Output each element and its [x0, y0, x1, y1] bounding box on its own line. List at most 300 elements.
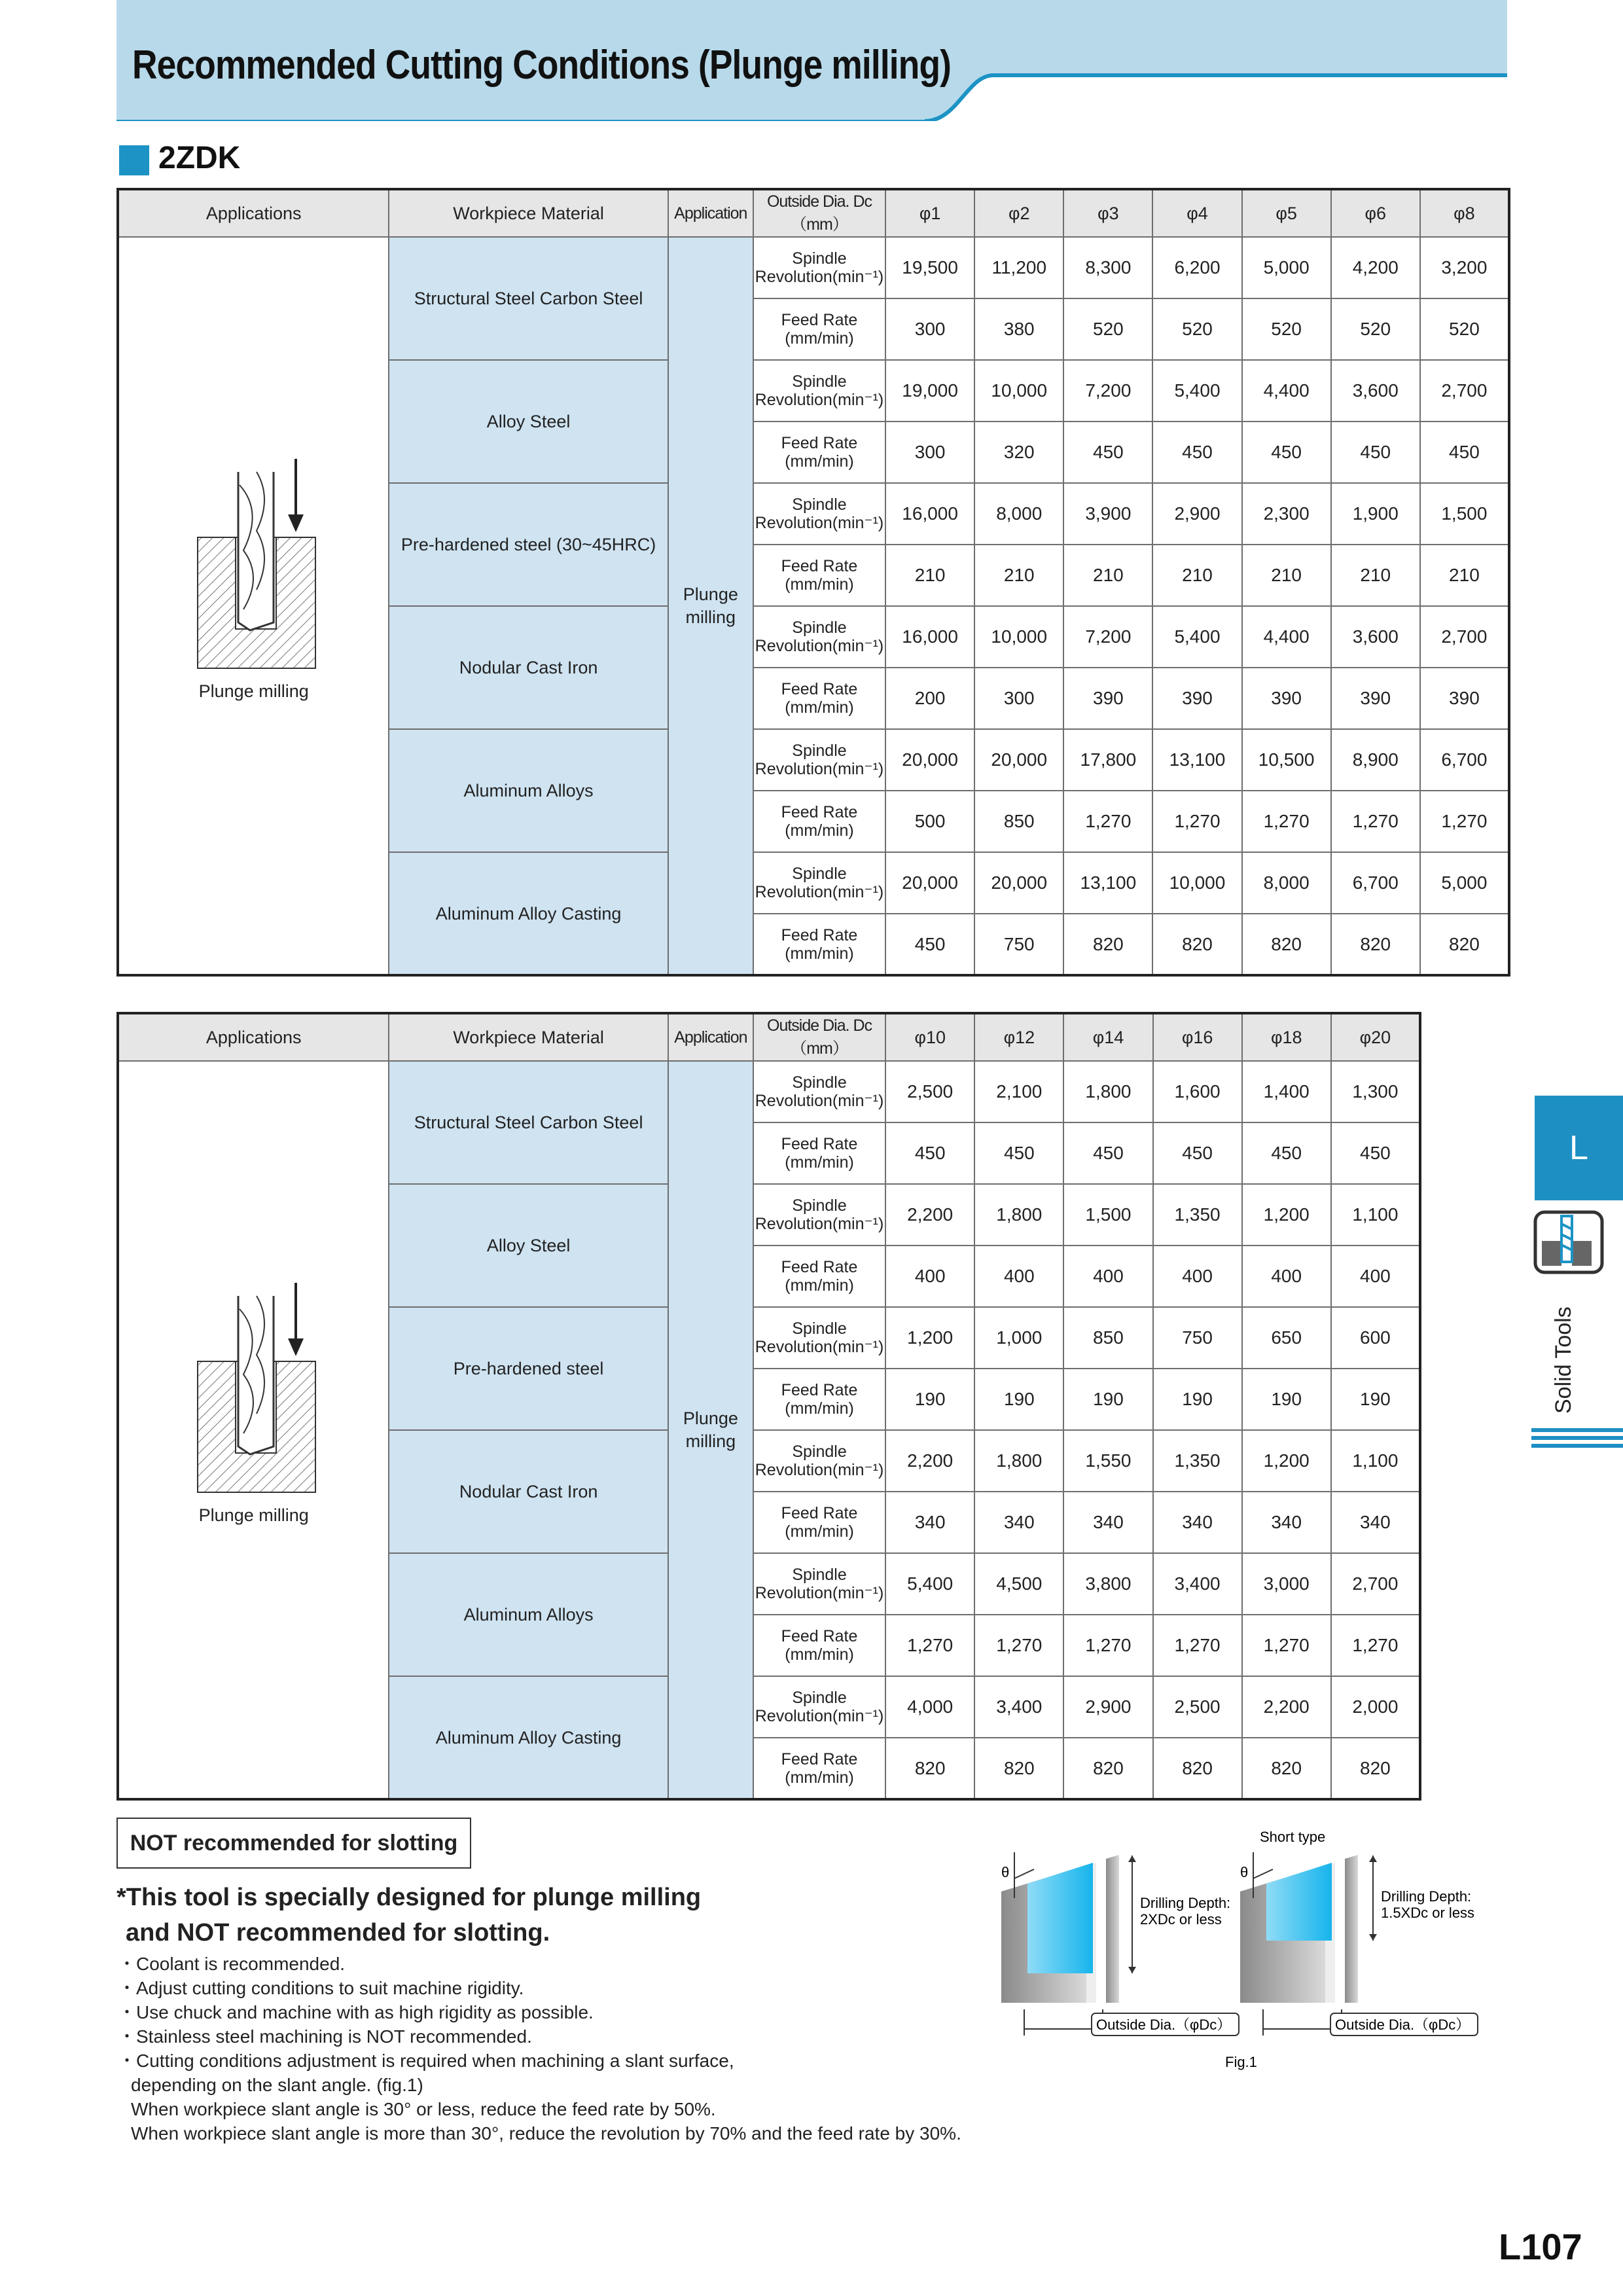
feed-value: 340	[1331, 1492, 1420, 1553]
spindle-value: 17,800	[1063, 729, 1152, 791]
label-line: Feed Rate	[781, 434, 858, 452]
spindle-value: 2,100	[974, 1061, 1063, 1122]
label-line: Revolution(min⁻¹)	[755, 391, 884, 409]
feed-value: 820	[1242, 1738, 1331, 1799]
page-title: Recommended Cutting Conditions (Plunge milling)	[132, 43, 952, 88]
header-dia-value: φ16	[1153, 1013, 1242, 1061]
label-line: Spindle	[792, 1196, 847, 1215]
spindle-label	[753, 1061, 885, 1122]
spindle-value: 8,000	[974, 483, 1063, 545]
feed-value: 390	[1152, 668, 1241, 729]
feed-value: 390	[1420, 668, 1509, 729]
feed-value: 1,270	[1331, 791, 1420, 852]
spindle-value: 4,400	[1242, 606, 1331, 668]
feed-label	[753, 668, 885, 729]
feed-value: 1,270	[1063, 1615, 1152, 1676]
label-line: Revolution(min⁻¹)	[755, 883, 884, 901]
figure-block-short	[1240, 1829, 1478, 2036]
label-line: (mm/min)	[785, 329, 854, 348]
header-dia-value: φ1	[885, 189, 974, 237]
feed-label	[753, 1738, 885, 1799]
spindle-value: 7,200	[1063, 360, 1152, 422]
feed-value: 1,270	[1420, 791, 1509, 852]
feed-value: 1,270	[885, 1615, 974, 1676]
spindle-value: 8,300	[1063, 237, 1152, 298]
spindle-value: 20,000	[885, 852, 974, 914]
feed-value: 820	[1331, 1738, 1420, 1799]
header-dia-value: φ18	[1242, 1013, 1331, 1061]
feed-value: 210	[974, 545, 1063, 606]
feed-value: 210	[1152, 545, 1241, 606]
feed-value: 300	[974, 668, 1063, 729]
feed-value: 820	[1331, 914, 1420, 975]
spindle-value: 6,200	[1152, 237, 1241, 298]
label-line: (mm/min)	[785, 698, 854, 717]
label-line: Spindle	[792, 1443, 847, 1461]
spindle-value: 8,000	[1242, 852, 1331, 914]
page-number: L107	[1499, 2226, 1582, 2267]
feed-value: 300	[885, 422, 974, 483]
spindle-label	[753, 1553, 885, 1615]
spindle-value: 1,500	[1063, 1184, 1152, 1246]
feed-value: 210	[1242, 545, 1331, 606]
spindle-value: 2,000	[1331, 1676, 1420, 1738]
label-line: Feed Rate	[781, 1258, 858, 1276]
spindle-value: 2,700	[1420, 606, 1509, 668]
spindle-value: 10,000	[974, 360, 1063, 422]
feed-label	[753, 914, 885, 975]
spindle-value: 650	[1242, 1307, 1331, 1369]
workpiece-material: Aluminum Alloy Casting	[389, 1676, 668, 1799]
spindle-value: 6,700	[1420, 729, 1509, 791]
spindle-label	[753, 483, 885, 545]
feed-value: 190	[1063, 1369, 1152, 1430]
solid-tool-icon	[1533, 1210, 1605, 1275]
feed-value: 450	[1152, 422, 1241, 483]
feed-value: 820	[1153, 1738, 1242, 1799]
spindle-value: 3,600	[1331, 360, 1420, 422]
section-tab-stripes	[1531, 1427, 1623, 1453]
feed-value: 400	[1331, 1246, 1420, 1307]
feed-label	[753, 791, 885, 852]
feed-value: 190	[974, 1369, 1063, 1430]
spindle-value: 1,100	[1331, 1430, 1420, 1492]
spindle-value: 2,500	[1153, 1676, 1242, 1738]
note-item: ・Stainless steel machining is NOT recommended.	[118, 2026, 532, 2047]
label-line: Spindle	[792, 1689, 847, 1707]
header-dia-value: φ10	[885, 1013, 974, 1061]
spindle-value: 2,700	[1331, 1553, 1420, 1615]
feed-value: 520	[1063, 298, 1152, 360]
spindle-value: 1,200	[1242, 1184, 1331, 1246]
outside-dia-label-long: Outside Dia.（φDc）	[1096, 2017, 1232, 2033]
feed-value: 1,270	[1063, 791, 1152, 852]
spindle-label	[753, 1307, 885, 1369]
feed-value: 190	[885, 1369, 974, 1430]
spindle-value: 2,900	[1152, 483, 1241, 545]
plunge-milling-icon	[191, 459, 322, 675]
header-applications: Applications	[118, 1013, 389, 1061]
label-line: (mm/min)	[785, 1768, 854, 1787]
spindle-value: 3,900	[1063, 483, 1152, 545]
spindle-value: 10,500	[1242, 729, 1331, 791]
header-dia-value: φ12	[974, 1013, 1063, 1061]
header-dia: Outside Dia. Dc（mm）	[753, 189, 885, 237]
spindle-value: 2,200	[885, 1184, 974, 1246]
feed-label	[753, 545, 885, 606]
cutting-table-large	[116, 1012, 1421, 1801]
figure-block-long	[1001, 1852, 1239, 2036]
spindle-label	[753, 237, 885, 298]
note-item: ・Coolant is recommended.	[118, 1954, 346, 1974]
spindle-row	[118, 237, 1509, 298]
feed-value: 1,270	[1153, 1615, 1242, 1676]
application-type: Plunge milling	[668, 1061, 753, 1799]
spindle-value: 20,000	[974, 729, 1063, 791]
spindle-value: 4,200	[1331, 237, 1420, 298]
spindle-value: 13,100	[1063, 852, 1152, 914]
feed-label	[753, 1122, 885, 1184]
feed-value: 500	[885, 791, 974, 852]
feed-value: 340	[1242, 1492, 1331, 1553]
feed-value: 190	[1153, 1369, 1242, 1430]
spindle-value: 850	[1063, 1307, 1152, 1369]
spindle-label	[753, 1676, 885, 1738]
feed-value: 820	[974, 1738, 1063, 1799]
spindle-value: 1,100	[1331, 1184, 1420, 1246]
label-line: Spindle	[792, 1566, 847, 1584]
workpiece-material: Aluminum Alloy Casting	[389, 852, 668, 975]
header-dia-value: φ2	[974, 189, 1063, 237]
header-applications: Applications	[118, 189, 389, 237]
spindle-value: 5,000	[1242, 237, 1331, 298]
spindle-value: 2,700	[1420, 360, 1509, 422]
spindle-label	[753, 360, 885, 422]
spindle-value: 1,350	[1153, 1430, 1242, 1492]
label-line: Spindle	[792, 372, 847, 391]
workpiece-material: Structural Steel Carbon Steel	[389, 237, 668, 360]
feed-label	[753, 422, 885, 483]
label-line: Feed Rate	[781, 1381, 858, 1399]
spindle-value: 7,200	[1063, 606, 1152, 668]
feed-value: 390	[1242, 668, 1331, 729]
workpiece-material: Alloy Steel	[389, 360, 668, 483]
label-line: Feed Rate	[781, 557, 858, 575]
slant-surface-figure	[995, 1826, 1479, 2081]
feed-value: 450	[1063, 422, 1152, 483]
feed-value: 820	[1063, 1738, 1152, 1799]
workpiece-material: Nodular Cast Iron	[389, 1430, 668, 1553]
spindle-value: 3,800	[1063, 1553, 1152, 1615]
feed-value: 190	[1331, 1369, 1420, 1430]
spindle-value: 1,500	[1420, 483, 1509, 545]
label-line: (mm/min)	[785, 452, 854, 471]
spindle-value: 4,400	[1242, 360, 1331, 422]
spindle-value: 16,000	[885, 483, 974, 545]
spindle-value: 1,800	[974, 1184, 1063, 1246]
spindle-value: 3,400	[974, 1676, 1063, 1738]
label-line: (mm/min)	[785, 1645, 854, 1664]
feed-value: 820	[1242, 914, 1331, 975]
depth-value-long: 2XDc or less	[1140, 1911, 1222, 1928]
spindle-value: 4,000	[885, 1676, 974, 1738]
spindle-value: 3,200	[1420, 237, 1509, 298]
feed-value: 1,270	[1242, 1615, 1331, 1676]
feed-value: 450	[1331, 1122, 1420, 1184]
feed-value: 210	[885, 545, 974, 606]
feed-value: 190	[1242, 1369, 1331, 1430]
applications-caption: Plunge milling	[198, 681, 309, 701]
label-line: Feed Rate	[781, 311, 858, 329]
model-name: 2ZDK	[158, 141, 241, 175]
header-dia-value: φ6	[1331, 189, 1420, 237]
feed-value: 520	[1242, 298, 1331, 360]
label-line: Feed Rate	[781, 925, 858, 944]
feed-value: 450	[1242, 1122, 1331, 1184]
spindle-label	[753, 729, 885, 791]
label-line: Feed Rate	[781, 1749, 858, 1768]
notice-line-1: *This tool is specially designed for plunge milling	[116, 1884, 702, 1911]
header-material: Workpiece Material	[389, 1013, 668, 1061]
cutting-table-small	[116, 188, 1510, 977]
feed-label	[753, 1246, 885, 1307]
spindle-value: 16,000	[885, 606, 974, 668]
plunge-milling-icon	[191, 1283, 322, 1499]
theta-label: θ	[1240, 1864, 1249, 1880]
spindle-value: 3,000	[1242, 1553, 1331, 1615]
feed-value: 750	[974, 914, 1063, 975]
label-line: (mm/min)	[785, 821, 854, 840]
spindle-value: 5,000	[1420, 852, 1509, 914]
label-line: Spindle	[792, 619, 847, 637]
spindle-value: 1,350	[1153, 1184, 1242, 1246]
spindle-value: 4,500	[974, 1553, 1063, 1615]
feed-value: 210	[1331, 545, 1420, 606]
label-line: Revolution(min⁻¹)	[755, 268, 884, 286]
spindle-value: 19,500	[885, 237, 974, 298]
label-line: Revolution(min⁻¹)	[755, 1584, 884, 1602]
workpiece-material: Structural Steel Carbon Steel	[389, 1061, 668, 1184]
label-line: Revolution(min⁻¹)	[755, 1461, 884, 1479]
feed-value: 520	[1331, 298, 1420, 360]
header-application: Application	[668, 189, 753, 237]
feed-value: 820	[1420, 914, 1509, 975]
applications-caption: Plunge milling	[198, 1505, 309, 1525]
label-line: Spindle	[792, 1073, 847, 1092]
spindle-value: 3,400	[1153, 1553, 1242, 1615]
spindle-value: 19,000	[885, 360, 974, 422]
label-line: Revolution(min⁻¹)	[755, 1215, 884, 1233]
spindle-value: 1,800	[1063, 1061, 1152, 1122]
model-marker	[119, 145, 149, 175]
label-line: Spindle	[792, 865, 847, 883]
feed-value: 340	[885, 1492, 974, 1553]
note-item: ・Adjust cutting conditions to suit machine rigidity.	[118, 1978, 524, 1998]
feed-value: 850	[974, 791, 1063, 852]
label-line: Spindle	[792, 1319, 847, 1338]
feed-value: 820	[885, 1738, 974, 1799]
feed-value: 1,270	[1242, 791, 1331, 852]
spindle-value: 1,600	[1153, 1061, 1242, 1122]
table-header-row	[118, 1013, 1420, 1061]
applications-figure-cell	[118, 237, 389, 975]
label-line: Feed Rate	[781, 1135, 858, 1153]
feed-label	[753, 1369, 885, 1430]
header-dia-value: φ14	[1063, 1013, 1152, 1061]
spindle-value: 2,200	[885, 1430, 974, 1492]
label-line: (mm/min)	[785, 1399, 854, 1418]
feed-value: 300	[885, 298, 974, 360]
spindle-value: 20,000	[974, 852, 1063, 914]
feed-value: 1,270	[974, 1615, 1063, 1676]
application-type: Plunge milling	[668, 237, 753, 975]
label-line: (mm/min)	[785, 1153, 854, 1172]
note-item: When workpiece slant angle is more than 30°, reduce the revolution by 70% and the feed rate by 30%.	[131, 2123, 961, 2144]
not-recommended-box: NOT recommended for slotting	[116, 1818, 471, 1869]
header-application: Application	[668, 1013, 753, 1061]
notice-line-2: and NOT recommended for slotting.	[126, 1919, 550, 1946]
workpiece-material: Pre-hardened steel (30~45HRC)	[389, 483, 668, 606]
header-dia-value: φ20	[1331, 1013, 1420, 1061]
applications-figure-cell	[118, 1061, 389, 1799]
feed-value: 200	[885, 668, 974, 729]
feed-value: 820	[1063, 914, 1152, 975]
spindle-label	[753, 606, 885, 668]
feed-value: 520	[1420, 298, 1509, 360]
spindle-row	[118, 1061, 1420, 1122]
label-line: Feed Rate	[781, 803, 858, 821]
header-dia: Outside Dia. Dc（mm）	[753, 1013, 885, 1061]
label-line: Revolution(min⁻¹)	[755, 637, 884, 655]
depth-label-short: Drilling Depth:	[1381, 1888, 1472, 1905]
spindle-value: 1,900	[1331, 483, 1420, 545]
feed-value: 400	[1153, 1246, 1242, 1307]
figure-caption: Fig.1	[1225, 2054, 1257, 2070]
label-line: (mm/min)	[785, 1276, 854, 1295]
feed-value: 1,270	[1331, 1615, 1420, 1676]
table-header-row	[118, 189, 1509, 237]
note-item: depending on the slant angle. (fig.1)	[131, 2075, 423, 2095]
label-line: Feed Rate	[781, 680, 858, 698]
label-line: Revolution(min⁻¹)	[755, 760, 884, 778]
label-line: Revolution(min⁻¹)	[755, 1092, 884, 1110]
spindle-value: 2,300	[1242, 483, 1331, 545]
feed-value: 450	[1420, 422, 1509, 483]
feed-value: 380	[974, 298, 1063, 360]
feed-value: 1,270	[1152, 791, 1241, 852]
label-line: (mm/min)	[785, 575, 854, 594]
feed-value: 340	[974, 1492, 1063, 1553]
spindle-value: 10,000	[1152, 852, 1241, 914]
spindle-value: 1,200	[1242, 1430, 1331, 1492]
spindle-value: 2,900	[1063, 1676, 1152, 1738]
label-line: Spindle	[792, 742, 847, 760]
feed-value: 340	[1063, 1492, 1152, 1553]
spindle-value: 1,400	[1242, 1061, 1331, 1122]
outside-dia-label-short: Outside Dia.（φDc）	[1335, 2017, 1471, 2033]
feed-value: 400	[1063, 1246, 1152, 1307]
label-line: (mm/min)	[785, 944, 854, 963]
note-item: ・Cutting conditions adjustment is required when machining a slant surface,	[118, 2051, 734, 2071]
feed-value: 210	[1063, 545, 1152, 606]
workpiece-material: Aluminum Alloys	[389, 1553, 668, 1676]
feed-value: 520	[1152, 298, 1241, 360]
header-dia-value: φ3	[1063, 189, 1152, 237]
section-tab-label: Solid Tools	[1551, 1306, 1576, 1414]
spindle-label	[753, 852, 885, 914]
spindle-value: 1,800	[974, 1430, 1063, 1492]
spindle-value: 5,400	[885, 1553, 974, 1615]
feed-value: 450	[1063, 1122, 1152, 1184]
section-tab-l[interactable]: L	[1535, 1096, 1623, 1200]
feed-value: 390	[1063, 668, 1152, 729]
label-line: Feed Rate	[781, 1627, 858, 1645]
spindle-value: 600	[1331, 1307, 1420, 1369]
workpiece-material: Aluminum Alloys	[389, 729, 668, 852]
spindle-value: 3,600	[1331, 606, 1420, 668]
feed-value: 820	[1152, 914, 1241, 975]
spindle-label	[753, 1184, 885, 1246]
spindle-value: 2,500	[885, 1061, 974, 1122]
header-dia-value: φ5	[1242, 189, 1331, 237]
feed-label	[753, 1615, 885, 1676]
label-line: Feed Rate	[781, 1504, 858, 1522]
spindle-value: 2,200	[1242, 1676, 1331, 1738]
note-item: ・Use chuck and machine with as high rigidity as possible.	[118, 2002, 594, 2022]
feed-value: 400	[885, 1246, 974, 1307]
feed-value: 450	[1331, 422, 1420, 483]
spindle-value: 1,550	[1063, 1430, 1152, 1492]
feed-value: 320	[974, 422, 1063, 483]
spindle-value: 5,400	[1152, 360, 1241, 422]
header-material: Workpiece Material	[389, 189, 668, 237]
feed-value: 390	[1331, 668, 1420, 729]
spindle-value: 8,900	[1331, 729, 1420, 791]
feed-label	[753, 298, 885, 360]
spindle-value: 750	[1153, 1307, 1242, 1369]
label-line: (mm/min)	[785, 1522, 854, 1541]
label-line: Spindle	[792, 249, 847, 268]
feed-value: 400	[1242, 1246, 1331, 1307]
header-dia-value: φ4	[1152, 189, 1241, 237]
spindle-value: 20,000	[885, 729, 974, 791]
label-line: Revolution(min⁻¹)	[755, 514, 884, 532]
depth-value-short: 1.5XDc or less	[1381, 1905, 1475, 1921]
workpiece-material: Alloy Steel	[389, 1184, 668, 1307]
spindle-value: 11,200	[974, 237, 1063, 298]
spindle-value: 10,000	[974, 606, 1063, 668]
note-item: When workpiece slant angle is 30° or less, reduce the feed rate by 50%.	[131, 2099, 716, 2119]
spindle-value: 13,100	[1152, 729, 1241, 791]
notes-list	[118, 1952, 961, 2145]
spindle-label	[753, 1430, 885, 1492]
label-line: Revolution(min⁻¹)	[755, 1338, 884, 1356]
spindle-value: 1,300	[1331, 1061, 1420, 1122]
notice-heading	[116, 1880, 701, 1950]
feed-value: 340	[1153, 1492, 1242, 1553]
label-line: Revolution(min⁻¹)	[755, 1707, 884, 1725]
feed-value: 450	[1153, 1122, 1242, 1184]
feed-label	[753, 1492, 885, 1553]
feed-value: 450	[885, 914, 974, 975]
depth-label-long: Drilling Depth:	[1140, 1895, 1231, 1911]
workpiece-material: Nodular Cast Iron	[389, 606, 668, 729]
spindle-value: 1,000	[974, 1307, 1063, 1369]
short-type-label: Short type	[1260, 1829, 1326, 1845]
feed-value: 450	[885, 1122, 974, 1184]
workpiece-material: Pre-hardened steel	[389, 1307, 668, 1430]
feed-value: 450	[1242, 422, 1331, 483]
